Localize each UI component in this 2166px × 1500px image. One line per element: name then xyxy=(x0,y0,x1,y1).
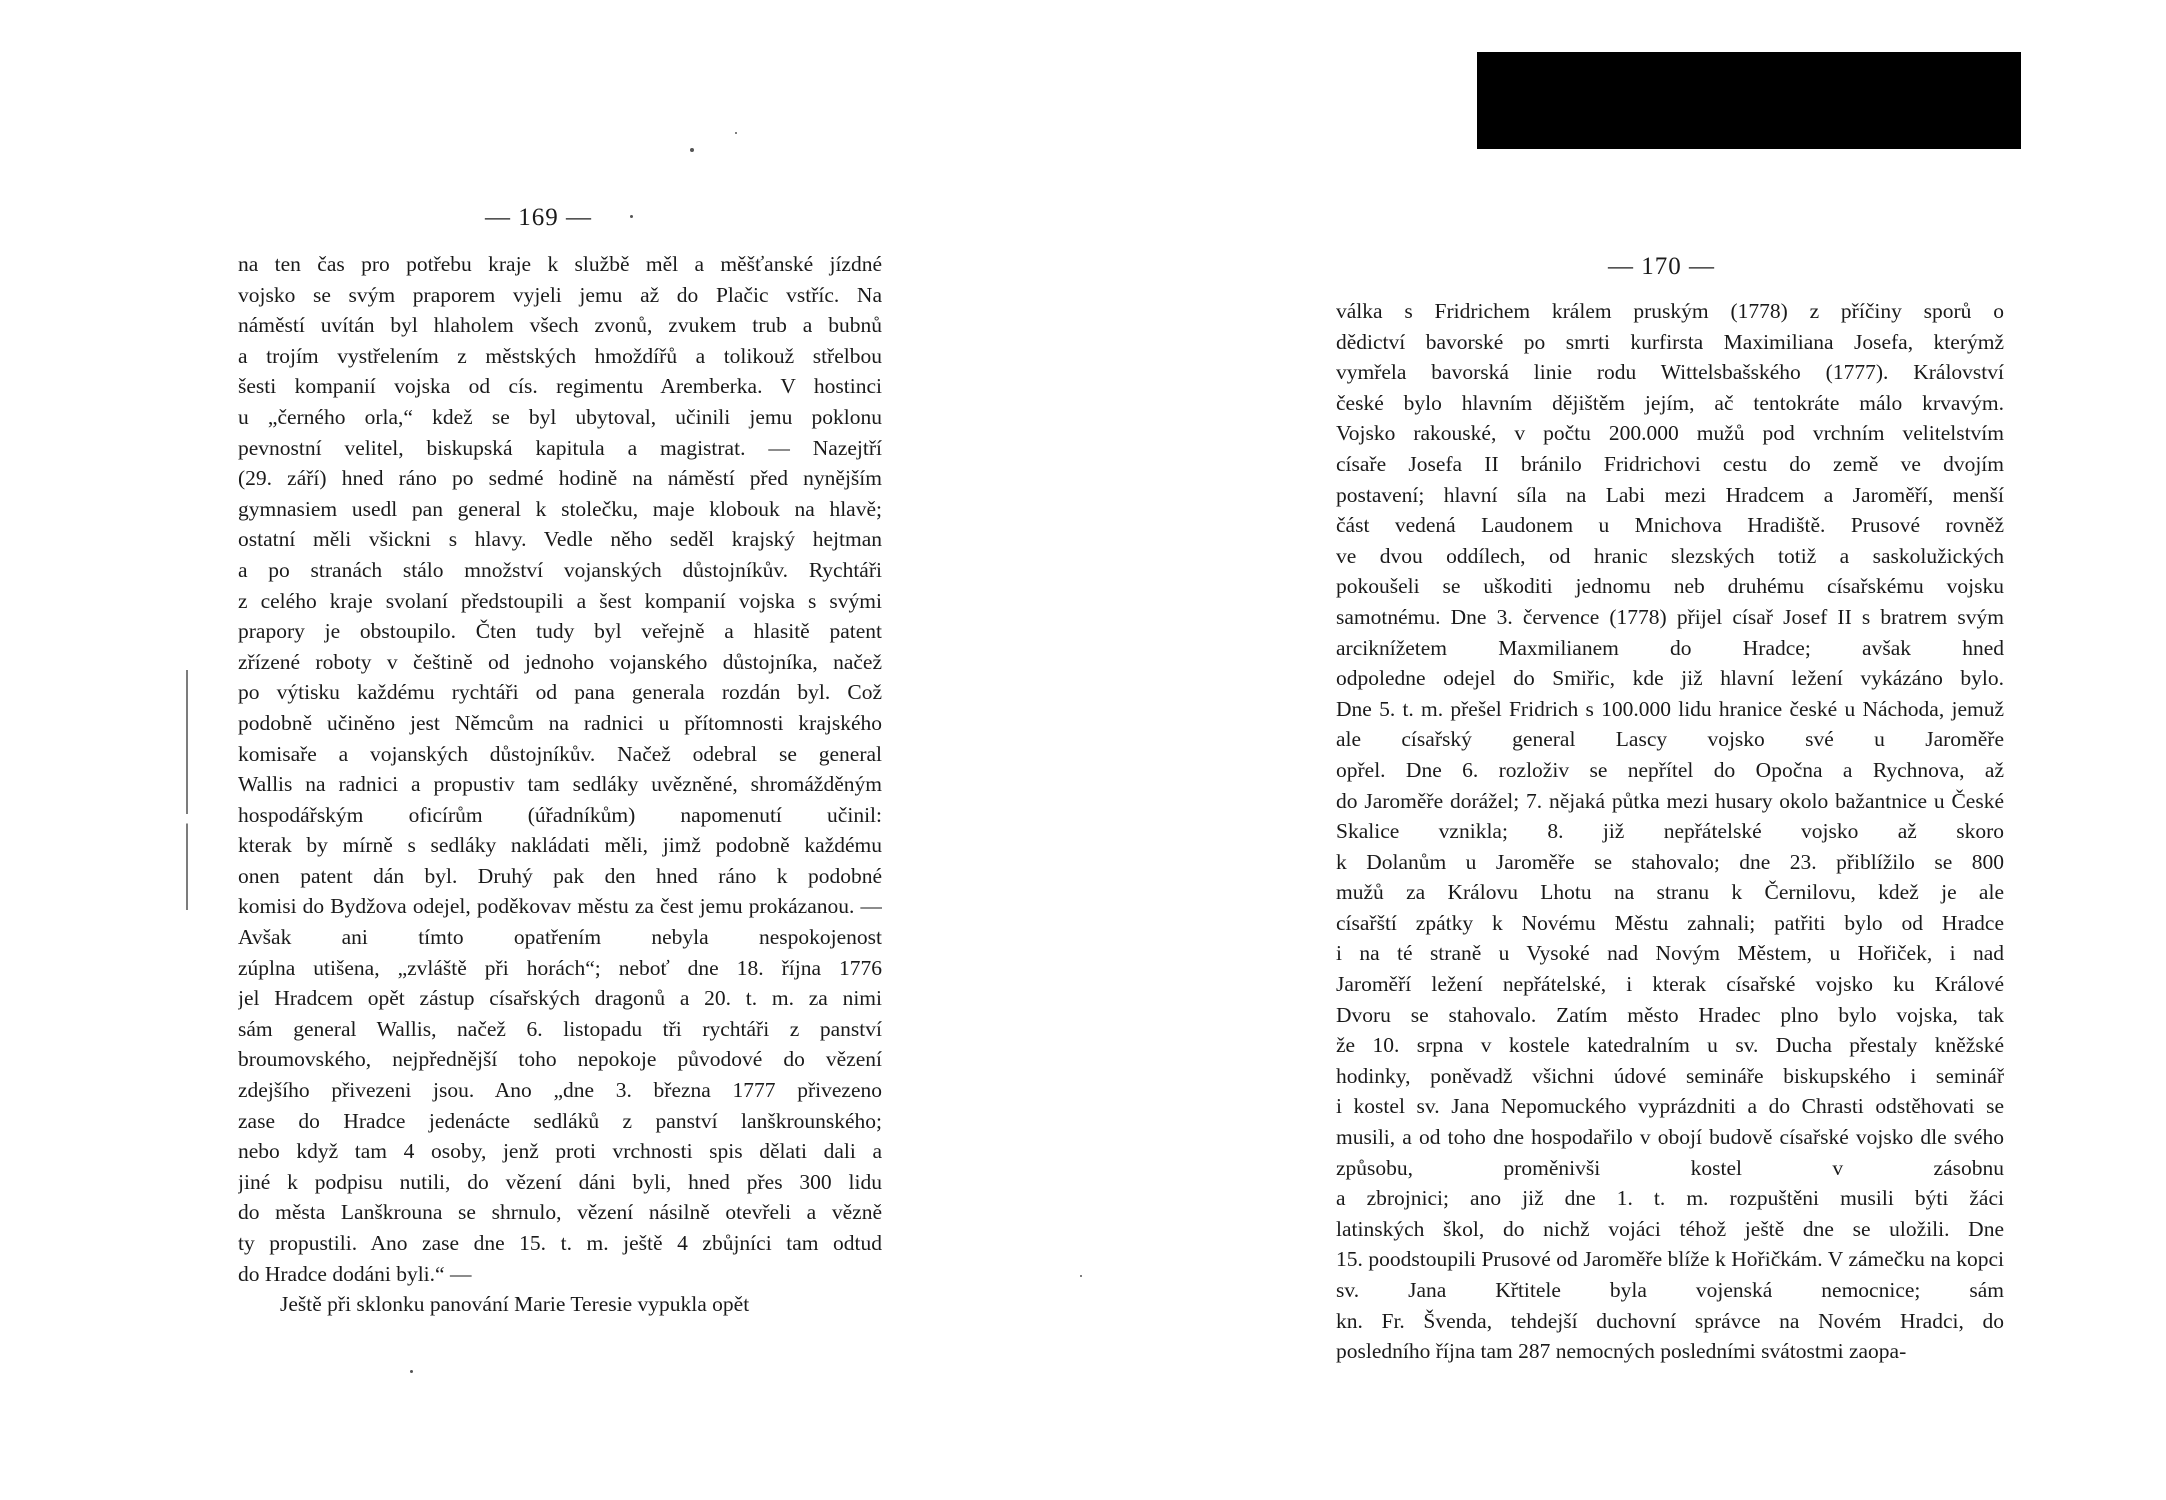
text-line: z celého kraje svolaní předstoupili a šest kompanií vojska s svými xyxy=(238,588,882,613)
text-line: Wallis na radnici a propustiv tam sedláky uvězněné, shromážděným hospodářským oficírům (úřadníkům) napomenutí učinil: xyxy=(238,772,882,827)
text-line: a trojím vystřelením z městských hmoždířů a tolikouž střelbou xyxy=(238,343,882,368)
text-line: Jaroměří ležení nepřátelské, i kterak císařské vojsko ku Králové xyxy=(1336,972,2004,997)
text-line: ty propustili. Ano zase dne 15. t. m. ještě 4 zbůjníci tam odtud xyxy=(238,1231,882,1255)
text-line: zdejšího přivezeni jsou. Ano „dne 3. března 1777 přivezeno xyxy=(238,1078,882,1103)
text-line: do Hradce dodáni byli.“ — xyxy=(238,1261,472,1286)
text-line: do Jaroměře dorážel; 7. nějaká půtka mezi husary okolo bažantnice u České Skalice vznikla; 8. již nepřátelské vojsko až skoro xyxy=(1336,788,2004,844)
text-line: Dne 5. t. m. přešel Fridrich s 100.000 lidu hranice české u Náchoda, jemuž ale císařský general Lascy vojsko své u Jaroměře xyxy=(1336,696,2004,752)
text-line: Ještě při sklonku panování Marie Teresie vypukla opět xyxy=(280,1292,750,1317)
page-number-right: — 170 — xyxy=(1608,253,1715,280)
text-line: na ten čas pro potřebu kraje k službě měl a měšťanské jízdné xyxy=(238,252,882,276)
text-line: vymřela bavorská linie rodu Wittelsbašského (1777). Království xyxy=(1336,360,2004,385)
text-line: jiné k podpisu nutili, do vězení dáni byli, hned přes 300 lidu xyxy=(238,1169,882,1194)
text-line: i kostel sv. Jana Nepomuckého vyprázdniti a do Chrasti odstěhovati se musili, a od toho dne hospodařilo v obojí budově císařské vojsko dle svého způsobu, proměnivši kostel v zásobnu xyxy=(1336,1094,2004,1180)
text-line: zřízené roboty v češtině od jednoho vojanského důstojníka, načež xyxy=(238,649,882,674)
text-line: po výtisku každému rychtáři od pana generala rozdán byl. Což xyxy=(238,680,882,705)
text-line: podobně učiněno jest Němcům na radnici u přítomnosti krajského xyxy=(238,710,882,735)
paper-speck xyxy=(1080,1275,1082,1277)
text-line: opřel. Dne 6. rozloživ se nepřítel do Opočna a Rychnova, až xyxy=(1336,757,2004,782)
text-line: komisi do Bydžova odejel, poděkovav městu za čest jemu prokázanou. — Avšak ani tímto opatřením nebyla nespokojenost xyxy=(238,894,882,950)
text-line: komisaře a vojanských důstojníkův. Načež odebral se general xyxy=(238,741,882,766)
text-line: císaře Josefa II bránilo Fridrichovi cestu do země ve dvojím xyxy=(1336,451,2004,476)
text-line: že 10. srpna v kostele katedralním u sv. Ducha přestaly kněžské xyxy=(1336,1033,2004,1058)
text-line: pevnostní velitel, biskupská kapitula a magistrat. — Nazejtří xyxy=(238,435,882,460)
text-line: náměstí uvítán byl hlaholem všech zvonů, zvukem trub a bubnů xyxy=(238,313,882,338)
text-line: do města Lanškrouna se shrnulo, vězení násilně otevřeli a vězně xyxy=(238,1200,882,1225)
text-line: nebo když tam 4 osoby, jenž proti vrchnosti spis dělati dali a xyxy=(238,1139,882,1164)
text-line: dědictví bavorské po smrti kurfirsta Maximiliana Josefa, kterýmž xyxy=(1336,329,2004,354)
text-line: samotnému. Dne 3. července (1778) přijel císař Josef II s bratrem svým arciknížetem Maxmilianem do Hradce; avšak hned xyxy=(1336,604,2004,660)
text-line: Vojsko rakouské, v počtu 200.000 mužů pod vrchním velitelstvím xyxy=(1336,421,2004,446)
paper-speck xyxy=(630,215,633,218)
paper-speck xyxy=(735,132,737,134)
text-line: gymnasiem usedl pan general k stolečku, maje klobouk na hlavě; xyxy=(238,496,882,521)
redaction-block xyxy=(1477,52,2021,149)
text-line: prapory je obstoupilo. Čten tudy byl veřejně a hlasitě patent xyxy=(238,619,882,644)
margin-mark xyxy=(186,670,188,910)
text-line: postavení; hlavní síla na Labi mezi Hradcem a Jaroměří, menší xyxy=(1336,482,2004,507)
text-line: české bylo hlavním dějištěm jejím, ač tentokráte málo krvavým. xyxy=(1336,390,2004,415)
text-line: i na té straně u Vysoké nad Novým Městem, u Hořiček, i nad xyxy=(1336,941,2004,966)
text-line: sám general Wallis, načež 6. listopadu tři rychtáři z panství xyxy=(238,1016,882,1041)
text-line: a po stranách stálo množství vojanských důstojníkův. Rychtáři xyxy=(238,557,882,582)
text-line: posledního října tam 287 nemocných posledními svátostmi zaopa- xyxy=(1336,1339,1907,1364)
text-line: kn. Fr. Švenda, tehdejší duchovní správce na Novém Hradci, do xyxy=(1336,1308,2004,1333)
text-line: vojsko se svým praporem vyjeli jemu až do Plačic vstříc. Na xyxy=(238,282,882,307)
text-line: pokoušeli se uškoditi jednomu neb druhému císařskému vojsku xyxy=(1336,574,2004,599)
text-line: 15. poodstoupili Prusové od Jaroměře blíže k Hořičkám. V zámečku na kopci sv. Jana Křtitele byla vojenská nemocnice; sám xyxy=(1336,1247,2004,1302)
text-line: u „černého orla,“ kdež se byl ubytoval, učinili jemu poklonu xyxy=(238,404,882,429)
text-line: zase do Hradce jedenácte sedláků z panství lanškrounského; xyxy=(238,1108,882,1133)
text-line: mužů za Královu Lhotu na stranu k Černilovu, kdež je ale xyxy=(1336,880,2004,905)
text-line: Dvoru se stahovalo. Zatím město Hradec plno bylo vojska, tak xyxy=(1336,1002,2004,1027)
text-line: zúplna utišena, „zvláště při horách“; neboť dne 18. října 1776 xyxy=(238,955,882,980)
page-number-left: — 169 — xyxy=(485,204,592,231)
text-line: jel Hradcem opět zástup císařských dragonů a 20. t. m. za nimi xyxy=(238,986,882,1011)
text-line: odpoledne odejel do Smiřic, kde již hlavní ležení vykázáno bylo. xyxy=(1336,666,2004,691)
text-line: k Dolanům u Jaroměře se stahovalo; dne 23. přiblížilo se 800 xyxy=(1336,849,2004,874)
text-line: (29. září) hned ráno po sedmé hodině na náměstí před nynějším xyxy=(238,466,882,491)
text-line: a zbrojnici; ano již dne 1. t. m. rozpuštěni musili býti žáci xyxy=(1336,1186,2004,1211)
text-line: šesti kompanií vojska od cís. regimentu Aremberka. V hostinci xyxy=(238,374,882,399)
text-line: část vedená Laudonem u Mnichova Hradiště. Prusové rovněž xyxy=(1336,513,2004,538)
left-page-text xyxy=(238,249,882,1320)
right-page-text xyxy=(1336,296,2004,1367)
text-line: ostatní měli všickni s hlavy. Vedle něho seděl krajský hejtman xyxy=(238,527,882,552)
text-line: císařští zpátky k Novému Městu zahnali; patřiti bylo od Hradce xyxy=(1336,910,2004,935)
text-line: onen patent dán byl. Druhý pak den hned ráno k podobné xyxy=(238,863,882,888)
text-line: broumovského, nejpřednější toho nepokoje původové do vězení xyxy=(238,1047,882,1072)
text-line: kterak by mírně s sedláky nakládati měli, jimž podobně každému xyxy=(238,833,882,858)
text-line: válka s Fridrichem králem pruským (1778) z příčiny sporů o xyxy=(1336,299,2004,323)
text-line: hodinky, poněvadž všichni údové semináře biskupského i seminář xyxy=(1336,1063,2004,1088)
paper-speck xyxy=(690,148,694,152)
text-line: ve dvou oddílech, od hranic slezských totiž a saskolužických xyxy=(1336,543,2004,568)
paper-speck xyxy=(410,1370,413,1373)
text-line: latinských škol, do nichž vojáci téhož ještě dne se uložili. Dne xyxy=(1336,1216,2004,1241)
